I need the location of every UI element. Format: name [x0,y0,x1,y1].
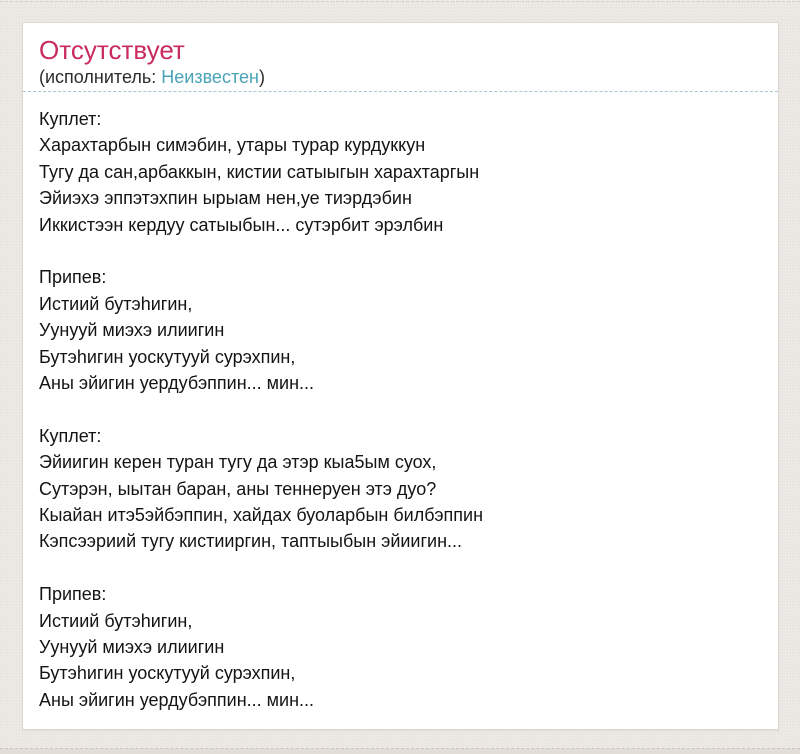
lyric-line: Бутэһигин уоскутууй сурэхпин, [39,346,296,367]
lyric-line: Тугу да сан,арбаккын, кистии сатыыгын харахтаргын [39,161,480,182]
lyric-line: Куплет: [39,425,102,446]
lyric-line: Припев: [39,584,107,605]
lyric-line: Сутэрэн, ыытан баран, аны теннеруен этэ дуо? [39,478,437,499]
lyric-line: Эйиигин керен туран тугу да этэр кыа5ым суох, [39,452,437,473]
lyric-line: Истиий бутэһигин, [39,610,193,631]
lyric-line: Эйиэхэ эппэтэхпин ырыам нен,уе тиэрдэбин [39,188,412,209]
artist-link[interactable]: Неизвестен [161,67,259,87]
lyrics-card [22,22,779,730]
lyric-line: Уунууй миэхэ илиигин [39,637,225,658]
stanza [39,423,762,555]
lyric-line: Иккистээн кердуу сатыыбын... сутэрбит эрэлбин [39,214,444,235]
lyric-line: Уунууй миэхэ илиигин [39,320,225,341]
artist-label: (исполнитель: [39,67,162,87]
lyrics [23,92,778,713]
lyric-line: Харахтарбын симэбин, утары турар курдуккун [39,135,426,156]
song-header [23,23,778,92]
page-title: Отсутствует [39,35,185,65]
lyric-line: Припев: [39,267,107,288]
artist-line-suffix: ) [258,67,265,87]
stanza [39,581,762,713]
lyric-line: Аны эйигин уердубэппин... мин... [39,373,315,394]
stanza [39,264,762,396]
artist-line [39,65,762,89]
top-texture-line [0,1,800,2]
stanza [39,106,762,238]
lyric-line: Кыайан итэ5эйбэппин, хайдах буоларбын билбэппин [39,505,484,526]
lyric-line: Кэпсээриий тугу кистииргин, таптыыбын эйиигин... [39,531,463,552]
lyric-line: Бутэһигин уоскутууй сурэхпин, [39,663,296,684]
lyric-line: Куплет: [39,109,102,129]
footer-strip [0,749,800,754]
lyric-line: Истиий бутэһигин, [39,293,193,314]
lyric-line: Аны эйигин уердубэппин... мин... [39,689,315,710]
